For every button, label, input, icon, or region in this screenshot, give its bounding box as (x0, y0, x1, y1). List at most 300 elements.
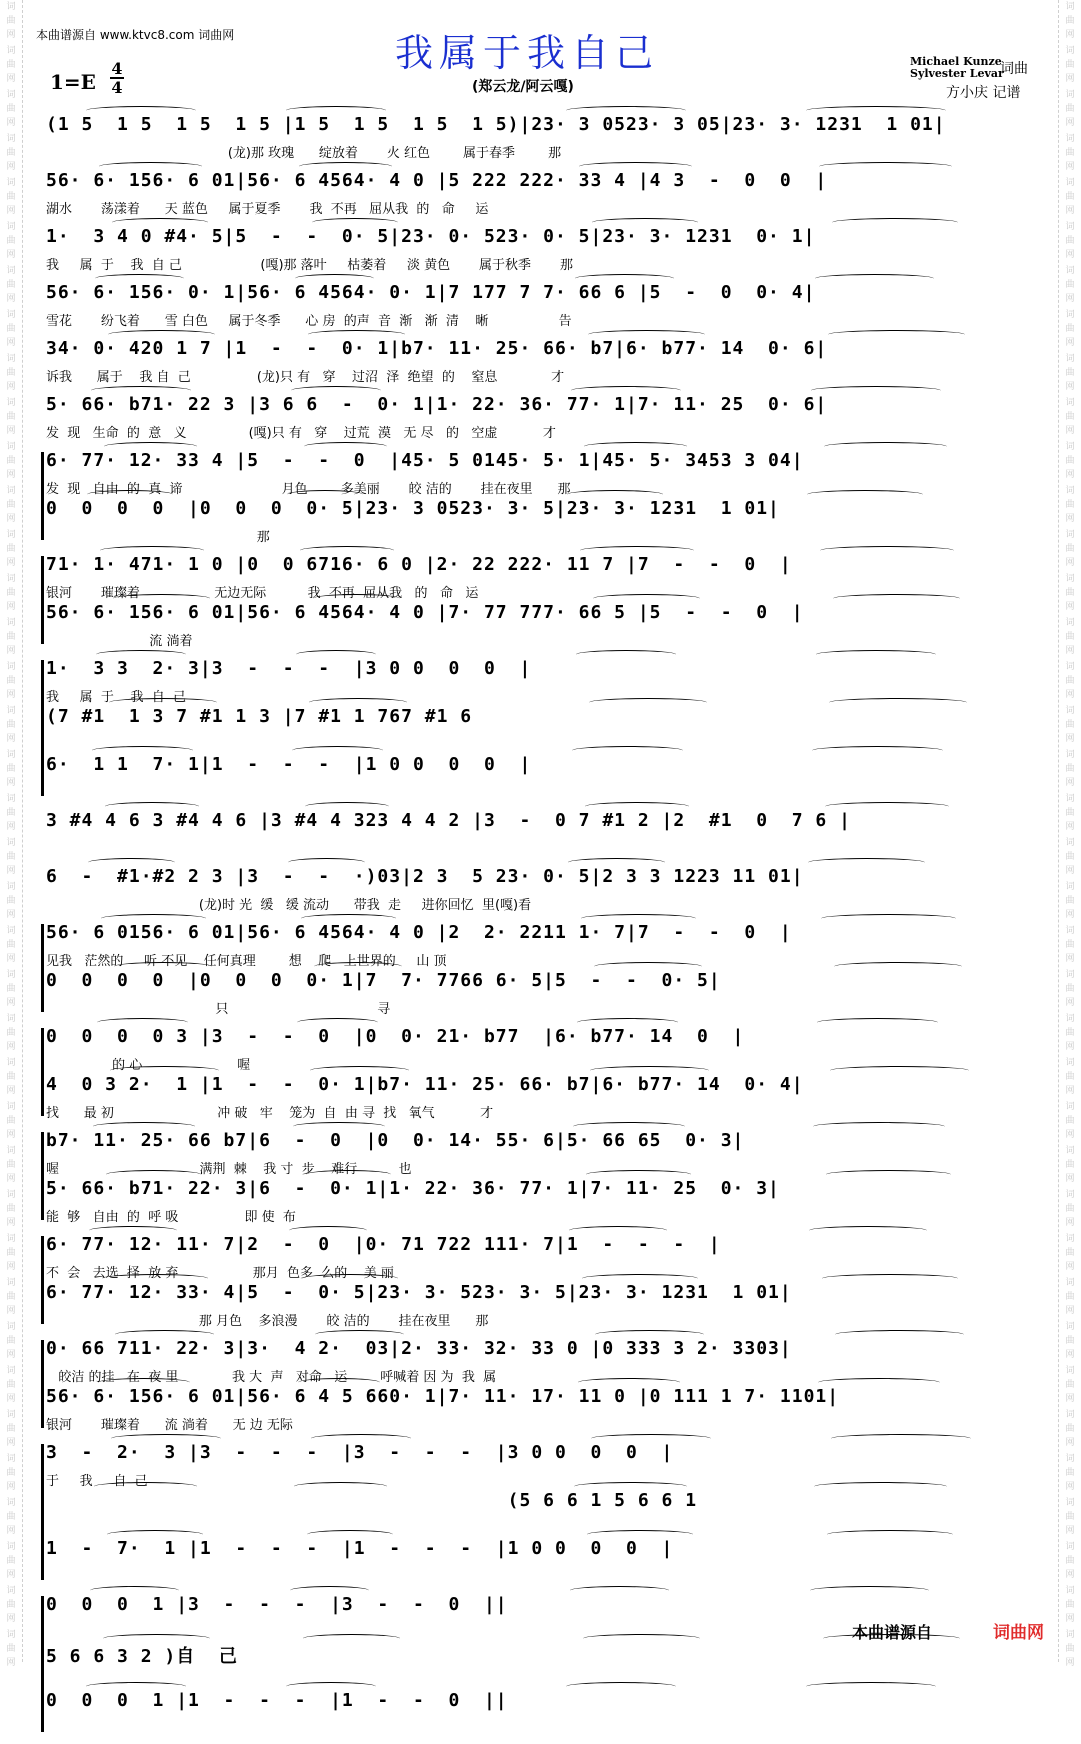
staff (46, 600, 1036, 648)
lyrics-line: 喔 满荆 棘 我 寸 步 难行 也 (46, 1162, 412, 1177)
score-system (46, 168, 1036, 216)
score-body (46, 112, 1036, 1744)
watermark-glyph: 词 曲 网 (1065, 1102, 1075, 1140)
lyrics-line: (龙)那 玫瑰 绽放着 火 红色 属于春季 那 (46, 146, 562, 161)
staff (46, 1176, 1036, 1224)
tie-arc (303, 1634, 400, 1643)
tie-arc (571, 386, 681, 395)
staff (46, 1640, 1036, 1688)
source-text: 本曲谱源自 www.ktvc8.com 词曲网 (36, 28, 235, 42)
score-system (46, 1336, 1036, 1432)
notation-line: 0 0 0 1 |1 - - - |1 - - 0 || (46, 1690, 508, 1711)
watermark-glyph: 词 曲 网 (1065, 1498, 1075, 1536)
score-system (46, 920, 1036, 1016)
tie-arc (104, 442, 197, 451)
staff (46, 1232, 1036, 1280)
tie-arc (586, 1170, 691, 1179)
notation-line: 71· 1· 471· 1 0 |0 0 6716· 6 0 |2· 22 222· 11 7 |7 - - 0 | (46, 554, 792, 575)
right-watermark-strip (1058, 0, 1081, 1668)
lyrics-line: 于 我 自 己 (46, 1474, 148, 1489)
tie-arc (100, 546, 204, 555)
lyrics-line: 发 现 自由 的 真 谛 月色 多美丽 皎 洁的 挂在夜里 那 (46, 482, 571, 497)
watermark-glyph: 词 曲 网 (6, 354, 16, 392)
tie-arc (587, 1530, 693, 1539)
tie-arc (310, 1066, 409, 1075)
tie-arc (306, 1170, 391, 1179)
tie-arc (291, 386, 381, 395)
tie-arc (829, 698, 967, 707)
lyrics-line: 只 寻 (46, 1002, 391, 1017)
tie-arc (295, 274, 374, 283)
song-subtitle: (郑云龙/阿云嘎) (472, 79, 574, 95)
tie-arc (87, 490, 173, 499)
watermark-glyph: 词 曲 网 (1065, 1190, 1075, 1228)
watermark-glyph: 词 曲 网 (1065, 1586, 1075, 1624)
score-system (46, 1592, 1036, 1736)
notation-line: 0 0 0 0 |0 0 0 0· 5|23· 3 0523· 3· 5|23· 3· 1231 1 01| (46, 498, 780, 519)
watermark-glyph: 词 曲 网 (6, 134, 16, 172)
tie-arc (95, 274, 184, 283)
tie-arc (299, 162, 392, 171)
tie-arc (832, 218, 958, 227)
tie-arc (574, 1482, 687, 1491)
watermark-glyph: 词 曲 网 (6, 442, 16, 480)
notation-line: 6 - #1·#2 2 3 |3 - - ·)03|2 3 5 23· 0· 5|2 3 3 1223 11 01| (46, 866, 804, 887)
lyrics-line: 不 会 去选 择 放 弃 那月 色多 么的 美 丽 (46, 1266, 394, 1281)
staff (46, 1128, 1036, 1176)
tie-arc (88, 858, 175, 867)
watermark-glyph: 词 曲 网 (6, 574, 16, 612)
watermark-glyph: 词 曲 网 (6, 1366, 16, 1404)
tie-arc (313, 594, 400, 603)
watermark-glyph: 词 曲 网 (1065, 926, 1075, 964)
watermark-glyph: 词 曲 网 (1065, 530, 1075, 568)
arranger-credit: 方小庆 记谱 (946, 85, 1021, 101)
tie-arc (568, 858, 665, 867)
notation-line: 56· 6· 156· 0· 1|56· 6 4564· 0· 1|7 177 7 7· 66 6 |5 - 0 0· 4| (46, 282, 816, 303)
tie-arc (593, 594, 700, 603)
lyrics-line: 我 属 于 我 自 己 (46, 690, 186, 705)
notation-line: 1· 3 3 2· 3|3 - - - |3 0 0 0 0 | (46, 658, 532, 679)
tie-arc (583, 1634, 700, 1643)
tie-arc (828, 330, 965, 339)
tie-arc (806, 1682, 936, 1691)
lyrics-line: (龙)时 光 缓 缓 流动 带我 走 进你回忆 里(嘎)看 (46, 898, 532, 913)
staff (46, 1488, 1036, 1536)
lyrics-line (46, 1566, 1036, 1584)
song-title: 我属于我自己 (395, 31, 660, 75)
lyrics-line: 皎洁 的挂 在 夜 里 我 大 声 对命 运 呼喊着 因 为 我 属 (46, 1370, 497, 1385)
meter-top: 4 (111, 59, 123, 78)
watermark-glyph: 词 曲 网 (6, 1190, 16, 1228)
tie-arc (96, 650, 186, 659)
tie-arc (569, 1226, 667, 1235)
notation-line: 1· 3 4 0 #4· 5|5 - - 0· 5|23· 0· 523· 0· 5|23· 3· 1231 0· 1| (46, 226, 816, 247)
tie-arc (834, 962, 962, 971)
tie-arc (302, 1274, 398, 1283)
watermark-glyph: 词 曲 网 (1065, 838, 1075, 876)
watermark-glyph: 词 曲 网 (6, 618, 16, 656)
tie-arc (811, 386, 941, 395)
tie-arc (810, 1586, 929, 1595)
score-system (46, 448, 1036, 544)
staff (46, 496, 1036, 544)
watermark-glyph: 词 曲 网 (6, 1014, 16, 1052)
score-system (46, 1024, 1036, 1120)
tie-arc (312, 218, 398, 227)
tie-arc (585, 802, 689, 811)
watermark-glyph: 词 曲 网 (1065, 266, 1075, 304)
staff (46, 1536, 1036, 1584)
tie-arc (89, 1226, 177, 1235)
staff (46, 336, 1036, 384)
tie-arc (286, 106, 386, 115)
tie-arc (816, 650, 936, 659)
tie-arc (101, 914, 206, 923)
score-system (46, 1232, 1036, 1328)
watermark-glyph: 词 曲 网 (6, 1234, 16, 1272)
tie-arc (314, 962, 402, 971)
notation-line: 1 - 7· 1 |1 - - - |1 - - - |1 0 0 0 0 | (46, 1538, 674, 1559)
lyrics-line: 的 心 喔 (46, 1058, 251, 1073)
staff (46, 168, 1036, 216)
tie-arc (590, 1066, 709, 1075)
watermark-glyph: 词 曲 网 (1065, 1146, 1075, 1184)
tie-arc (818, 1378, 940, 1387)
notation-line: 34· 0· 420 1 7 |1 - - 0· 1|b7· 11· 25· 66· b7|6· b77· 14 0· 6| (46, 338, 828, 359)
watermark-glyph: 词 曲 网 (6, 2, 16, 40)
watermark-glyph: 词 曲 网 (1065, 1014, 1075, 1052)
watermark-glyph: 词 曲 网 (1065, 90, 1075, 128)
watermark-glyph: 词 曲 网 (1065, 1322, 1075, 1360)
staff (46, 864, 1036, 912)
watermark-glyph: 词 曲 网 (1065, 574, 1075, 612)
lyrics-line (46, 1718, 1036, 1736)
tie-arc (582, 1274, 698, 1283)
notation-line: (5 6 6 1 5 6 6 1 (46, 1490, 721, 1511)
staff (46, 968, 1036, 1016)
tie-arc (581, 914, 696, 923)
staff (46, 1280, 1036, 1328)
notation-line: 5 6 6 3 2 )自 己 (46, 1646, 238, 1667)
watermark-glyph: 词 曲 网 (1065, 662, 1075, 700)
staff (46, 1384, 1036, 1432)
lyrics-line: 银河 璀璨着 无边无际 我 不再 屈从我 的 命 运 (46, 586, 479, 601)
tie-arc (289, 1226, 367, 1235)
score-system (46, 336, 1036, 384)
watermark-glyph: 词 曲 网 (6, 1322, 16, 1360)
notation-line: 5· 66· b71· 22 3 |3 6 6 - 0· 1|1· 22· 36· 77· 1|7· 11· 25 0· 6| (46, 394, 828, 415)
tie-arc (297, 1018, 378, 1027)
notation-line: 6· 77· 12· 33 4 |5 - - 0 |45· 5 0145· 5· 1|45· 5· 3453 3 04| (46, 450, 804, 471)
lyrics-line: 那 (46, 530, 270, 545)
staff (46, 656, 1036, 704)
watermark-glyph: 词 曲 网 (6, 970, 16, 1008)
watermark-glyph: 词 曲 网 (6, 794, 16, 832)
watermark-glyph: 词 曲 网 (6, 46, 16, 84)
watermark-glyph: 词 曲 网 (1065, 618, 1075, 656)
lyrics-line: 银河 璀璨着 流 淌着 无 边 无际 (46, 1418, 293, 1433)
tie-arc (809, 1226, 927, 1235)
tie-arc (98, 1378, 190, 1387)
watermark-glyph: 词 曲 网 (6, 750, 16, 788)
score-system (46, 808, 1036, 856)
tie-arc (108, 330, 215, 339)
notation-line: 3 #4 4 6 3 #4 4 6 |3 #4 4 323 4 4 2 |3 - 0 7 #1 2 |2 #1 0 7 6 | (46, 810, 851, 831)
tie-arc (86, 106, 196, 115)
tie-arc (107, 1530, 203, 1539)
time-signature (110, 60, 124, 96)
tie-arc (570, 1586, 669, 1595)
lyrics-line: 找 最 初 冲 破 牢 笼为 自 由 寻 找 氧气 才 (46, 1106, 494, 1121)
tie-arc (112, 218, 208, 227)
lyrics-line: 雪花 纷飞着 雪 白色 属于冬季 心 房 的声 音 渐 渐 清 晰 告 (46, 314, 572, 329)
watermark-glyph: 词 曲 网 (6, 706, 16, 744)
tie-arc (106, 1170, 201, 1179)
tie-arc (588, 330, 705, 339)
score-system (46, 1440, 1036, 1584)
tie-arc (813, 1122, 945, 1131)
tie-arc (830, 1066, 969, 1075)
watermark-glyph: 词 曲 网 (1065, 706, 1075, 744)
tie-arc (97, 1018, 188, 1027)
tie-arc (815, 274, 934, 283)
tie-arc (305, 802, 389, 811)
notation-line: 56· 6· 156· 6 01|56· 6 4 5 660· 1|7· 11· 17· 11 0 |0 111 1 7· 1101| (46, 1386, 840, 1407)
watermark-glyph: 词 曲 网 (6, 398, 16, 436)
tie-arc (293, 1122, 385, 1131)
footer-logo: 词曲网 (993, 1623, 1044, 1643)
tie-arc (105, 802, 199, 811)
tie-arc (296, 650, 376, 659)
tie-arc (99, 162, 202, 171)
staff (46, 808, 1036, 856)
notation-line: 56· 6· 156· 6 01|56· 6 4564· 4 0 |5 222 222· 33 4 |4 3 - 0 0 | (46, 170, 828, 191)
tie-arc (579, 162, 692, 171)
score-system (46, 392, 1036, 440)
watermark-glyph: 词 曲 网 (6, 1498, 16, 1536)
credit-name-1: Michael Kunze (910, 55, 1002, 68)
lyrics-line (46, 838, 1036, 856)
tie-arc (819, 162, 952, 171)
watermark-glyph: 词 曲 网 (6, 662, 16, 700)
watermark-glyph: 词 曲 网 (6, 178, 16, 216)
tie-arc (92, 746, 193, 755)
tie-arc (93, 1122, 195, 1131)
staff (46, 1024, 1036, 1072)
lyrics-line (46, 782, 1036, 800)
tie-arc (578, 1378, 680, 1387)
lyrics-line: 流 淌着 (46, 634, 193, 649)
staff (46, 448, 1036, 496)
tie-arc (567, 490, 663, 499)
watermark-glyph: 词 曲 网 (6, 882, 16, 920)
notation-line: (7 #1 1 3 7 #1 1 3 |7 #1 1 767 #1 6 (46, 706, 496, 727)
notation-line: 6· 77· 12· 11· 7|2 - 0 |0· 71 722 111· 7|1 - - - | (46, 1234, 721, 1255)
tie-arc (591, 1434, 711, 1443)
lyrics-line: 能 够 自由 的 呼 吸 即 使 布 (46, 1210, 296, 1225)
staff (46, 704, 1036, 752)
tie-arc (290, 1586, 369, 1595)
watermark-glyph: 词 曲 网 (6, 266, 16, 304)
notation-line: 3 - 2· 3 |3 - - - |3 - - - |3 0 0 0 0 | (46, 1442, 674, 1463)
notation-line: 5· 66· b71· 22· 3|6 - 0· 1|1· 22· 36· 77· 1|7· 11· 25 0· 3| (46, 1178, 780, 1199)
staff (46, 392, 1036, 440)
staff (46, 920, 1036, 968)
watermark-glyph: 词 曲 网 (1065, 970, 1075, 1008)
watermark-glyph: 词 曲 网 (6, 1630, 16, 1668)
watermark-glyph: 词 曲 网 (1065, 222, 1075, 260)
tie-arc (292, 746, 383, 755)
notation-line: (1 5 1 5 1 5 1 5 |1 5 1 5 1 5 1 5)|23· 3 0523· 3 05|23· 3· 1231 1 01| (46, 114, 946, 135)
lyrics-line: 我 属 于 我 自 己 (嘎)那 落叶 枯萎着 淡 黄色 属于秋季 那 (46, 258, 573, 273)
tie-arc (288, 858, 365, 867)
footer-source: 本曲谱源自 (852, 1623, 933, 1642)
tie-arc (113, 594, 210, 603)
key-signature: 1=E (50, 70, 96, 94)
tie-arc (573, 1122, 685, 1131)
tie-arc (575, 274, 674, 283)
tie-arc (103, 1634, 210, 1643)
lyrics-line: 见我 茫然的 听 不见 任何真理 想 爬 上世界的 山 顶 (46, 954, 447, 969)
watermark-glyph: 词 曲 网 (6, 486, 16, 524)
tie-arc (577, 1018, 678, 1027)
score-system (46, 280, 1036, 328)
watermark-glyph: 词 曲 网 (6, 1542, 16, 1580)
watermark-glyph: 词 曲 网 (1065, 46, 1075, 84)
watermark-glyph: 词 曲 网 (6, 1586, 16, 1624)
score-system (46, 112, 1036, 160)
tie-arc (807, 490, 923, 499)
watermark-glyph: 词 曲 网 (6, 1410, 16, 1448)
watermark-glyph: 词 曲 网 (1065, 486, 1075, 524)
tie-arc (820, 546, 954, 555)
watermark-glyph: 词 曲 网 (6, 90, 16, 128)
score-system (46, 1128, 1036, 1224)
tie-arc (806, 106, 946, 115)
watermark-glyph: 词 曲 网 (1065, 1366, 1075, 1404)
watermark-glyph: 词 曲 网 (1065, 310, 1075, 348)
tie-arc (584, 442, 687, 451)
tie-arc (86, 1682, 186, 1691)
staff (46, 552, 1036, 600)
notation-line: 4 0 3 2· 1 |1 - - 0· 1|b7· 11· 25· 66· b7|6· b77· 14 0· 4| (46, 1074, 804, 1095)
tie-arc (304, 442, 387, 451)
tie-arc (309, 698, 407, 707)
watermark-glyph: 词 曲 网 (6, 838, 16, 876)
watermark-glyph: 词 曲 网 (1065, 882, 1075, 920)
watermark-glyph: 词 曲 网 (1065, 1454, 1075, 1492)
watermark-glyph: 词 曲 网 (6, 1058, 16, 1096)
tie-arc (592, 218, 698, 227)
watermark-glyph: 词 曲 网 (6, 310, 16, 348)
score-system (46, 656, 1036, 800)
tie-arc (817, 1018, 938, 1027)
watermark-glyph: 词 曲 网 (1065, 398, 1075, 436)
tie-arc (825, 802, 949, 811)
notation-line: 6· 77· 12· 33· 4|5 - 0· 5|23· 3· 523· 3· 5|23· 3· 1231 1 01| (46, 1282, 792, 1303)
score-system (46, 224, 1036, 272)
tie-arc (814, 1482, 947, 1491)
lyrics-line: 湖水 荡漾着 天 蓝色 属于夏季 我 不再 屈从我 的 命 运 (46, 202, 489, 217)
staff (46, 1440, 1036, 1488)
staff (46, 1688, 1036, 1736)
staff (46, 224, 1036, 272)
tie-arc (594, 962, 702, 971)
staff (46, 1072, 1036, 1120)
notation-line: 56· 6 0156· 6 01|56· 6 4564· 4 0 |2 2· 2211 1· 7|7 - - 0 | (46, 922, 792, 943)
watermark-glyph: 词 曲 网 (6, 1102, 16, 1140)
tie-arc (308, 330, 405, 339)
notation-line: 0· 66 711· 22· 3|3· 4 2· 03|2· 33· 32· 33 0 |0 333 3 2· 3303| (46, 1338, 792, 1359)
watermark-glyph: 词 曲 网 (1065, 1058, 1075, 1096)
tie-arc (580, 546, 694, 555)
watermark-glyph: 词 曲 网 (1065, 2, 1075, 40)
watermark-glyph: 词 曲 网 (6, 926, 16, 964)
watermark-glyph: 词 曲 网 (1065, 1278, 1075, 1316)
watermark-glyph: 词 曲 网 (1065, 1234, 1075, 1272)
staff (46, 280, 1036, 328)
tie-arc (821, 914, 956, 923)
notation-line: 0 0 0 0 3 |3 - - 0 |0 0· 21· b77 |6· b77· 14 0 | (46, 1026, 745, 1047)
staff (46, 112, 1036, 160)
watermark-glyph: 词 曲 网 (1065, 134, 1075, 172)
watermark-glyph: 词 曲 网 (6, 530, 16, 568)
score-system (46, 864, 1036, 912)
watermark-glyph: 词 曲 网 (1065, 1630, 1075, 1668)
meter-bottom: 4 (111, 78, 123, 97)
tie-arc (111, 1434, 221, 1443)
watermark-glyph: 词 曲 网 (1065, 750, 1075, 788)
tie-arc (102, 1274, 208, 1283)
tie-arc (94, 1482, 197, 1491)
tie-arc (298, 1378, 380, 1387)
watermark-glyph: 词 曲 网 (1065, 1410, 1075, 1448)
tie-arc (311, 1434, 411, 1443)
credit-name-2: Sylvester Levar (910, 67, 1004, 80)
left-watermark-strip (0, 0, 23, 1668)
watermark-glyph: 词 曲 网 (6, 1146, 16, 1184)
staff (46, 752, 1036, 800)
score-system (46, 552, 1036, 648)
notation-line: 56· 6· 156· 6 01|56· 6 4564· 4 0 |7· 77 777· 66 5 |5 - - 0 | (46, 602, 804, 623)
tie-arc (114, 962, 212, 971)
tie-arc (300, 546, 394, 555)
tie-arc (822, 1274, 958, 1283)
lyrics-line: 诉我 属于 我 自 己 (龙)只 有 穿 过沼 泽 绝望 的 窒息 才 (46, 370, 565, 385)
notation-line: 0 0 0 1 |3 - - - |3 - - 0 || (46, 1594, 508, 1615)
tie-arc (301, 914, 396, 923)
watermark-glyph: 词 曲 网 (1065, 178, 1075, 216)
watermark-glyph: 词 曲 网 (1065, 442, 1075, 480)
notation-line: 6· 1 1 7· 1|1 - - - |1 0 0 0 0 | (46, 754, 532, 775)
watermark-glyph: 词 曲 网 (6, 1454, 16, 1492)
tie-arc (307, 1530, 393, 1539)
tie-arc (315, 1330, 404, 1339)
notation-line: 0 0 0 0 |0 0 0 0· 1|7 7· 7766 6· 5|5 - - 0· 5| (46, 970, 721, 991)
credits (910, 56, 1004, 80)
watermark-glyph: 词 曲 网 (6, 222, 16, 260)
tie-arc (294, 1482, 387, 1491)
tie-arc (595, 1330, 704, 1339)
tie-arc (827, 1530, 953, 1539)
watermark-glyph: 词 曲 网 (1065, 794, 1075, 832)
tie-arc (286, 1682, 376, 1691)
watermark-glyph: 词 曲 网 (1065, 1542, 1075, 1580)
tie-arc (826, 1170, 951, 1179)
tie-arc (90, 1586, 179, 1595)
tie-arc (572, 746, 683, 755)
